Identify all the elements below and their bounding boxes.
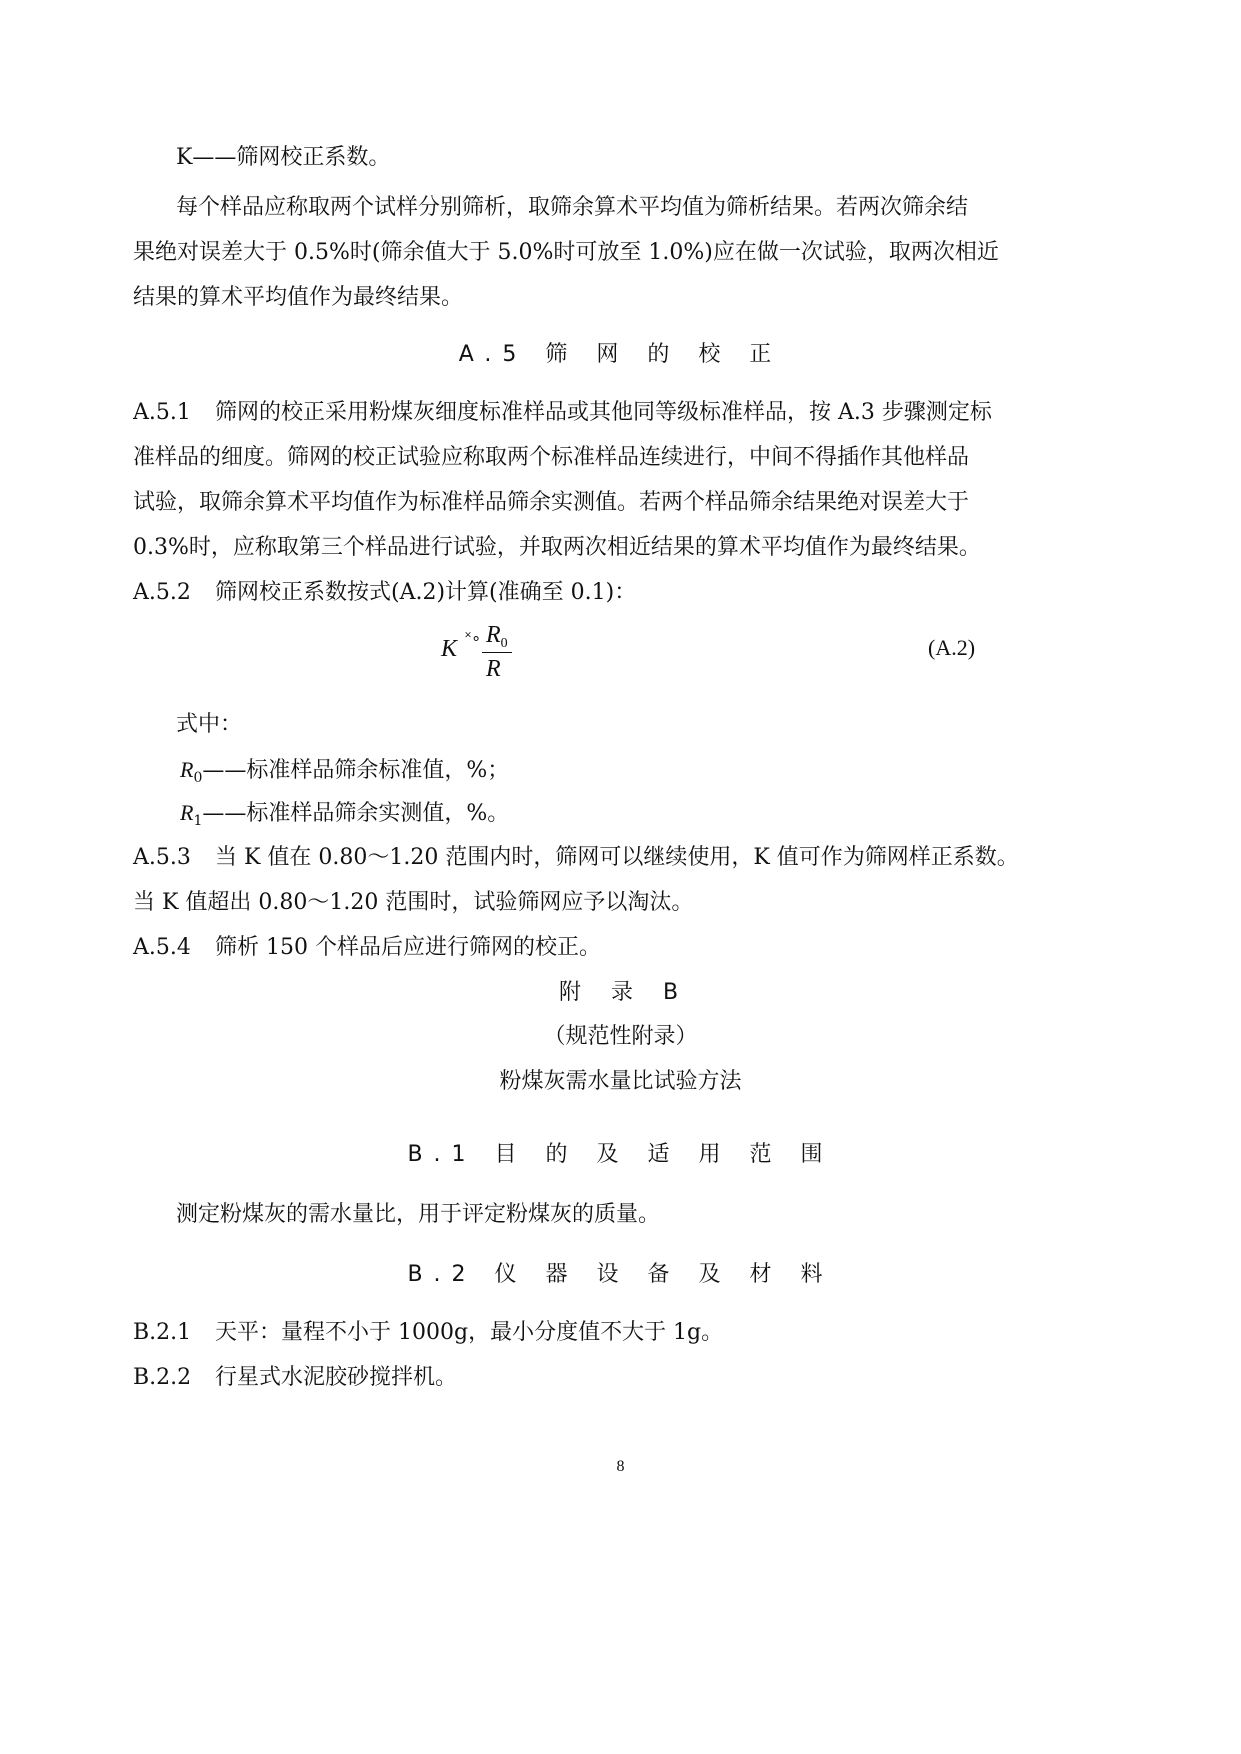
- clause-text: 筛网校正系数按式(A.2)计算(准确至 0.1)：: [215, 580, 637, 605]
- formula-operator: ˟∘: [465, 630, 482, 647]
- clause-number: B.2.2: [133, 1365, 192, 1390]
- paragraph-line: 果绝对误差大于 0.5%时(筛余值大于 5.0%时可放至 1.0%)应在做一次试验，取两次相近: [133, 240, 999, 265]
- fraction-bar: [482, 652, 512, 653]
- clause-text: 筛析 150 个样品后应进行筛网的校正。: [215, 935, 601, 960]
- clause-a52: [133, 578, 636, 608]
- variable-r1: $R_1——$标准样品筛余实测值，%。: [180, 800, 510, 829]
- clause-b22: [133, 1363, 457, 1393]
- paragraph-line: 当 K 值超出 0.80～1.20 范围时，试验筛网应予以淘汰。: [133, 890, 694, 915]
- section-heading-b1: B.1 目 的 及 适 用 范 围: [407, 1142, 834, 1167]
- paragraph-line: 0.3%时，应称取第三个样品进行试验，并取两次相近结果的算术平均值作为最终结果。: [133, 535, 981, 560]
- clause-number: A.5.3: [133, 845, 191, 870]
- formula-denominator: R: [486, 656, 501, 682]
- appendix-name: 粉煤灰需水量比试验方法: [499, 1069, 742, 1094]
- variable-r0: $R_0——$标准样品筛余标准值，%；: [180, 757, 510, 786]
- clause-number: A.5.1: [133, 400, 191, 425]
- clause-b21: [133, 1318, 723, 1348]
- clause-a53: [133, 843, 1019, 873]
- clause-a51: [133, 398, 992, 428]
- section-heading-b2: B.2 仪 器 设 备 及 材 料: [407, 1262, 834, 1287]
- equation-number: (A.2): [928, 635, 976, 660]
- where-label: 式中：: [176, 712, 243, 737]
- paragraph-line: 测定粉煤灰的需水量比，用于评定粉煤灰的质量。: [176, 1202, 661, 1227]
- appendix-title: 附 录 B: [558, 980, 683, 1005]
- clause-text: 行星式水泥胶砂搅拌机。: [215, 1365, 458, 1390]
- paragraph-line: 准样品的细度。筛网的校正试验应称取两个标准样品连续进行，中间不得插作其他样品: [133, 445, 970, 470]
- clause-text: 天平：量程不小于 1000g，最小分度值不大于 1g。: [215, 1320, 724, 1345]
- appendix-type: （规范性附录）: [543, 1024, 698, 1049]
- paragraph-line: 试验，取筛余算术平均值作为标准样品筛余实测值。若两个样品筛余结果绝对误差大于: [133, 490, 970, 515]
- paragraph-line: 每个样品应称取两个试样分别筛析，取筛余算术平均值为筛析结果。若两次筛余结: [176, 195, 969, 220]
- clause-number: A.5.2: [133, 580, 191, 605]
- clause-number: A.5.4: [133, 935, 191, 960]
- clause-text: 筛网的校正采用粉煤灰细度标准样品或其他同等级标准样品，按 A.3 步骤测定标: [215, 400, 992, 425]
- formula-k: K: [441, 636, 458, 662]
- page-number: 8: [616, 1458, 625, 1475]
- k-definition: K——筛网校正系数。: [176, 145, 391, 170]
- clause-text: 当 K 值在 0.80～1.20 范围内时，筛网可以继续使用，K 值可作为筛网样正系数。: [215, 845, 1019, 870]
- clause-number: B.2.1: [133, 1320, 192, 1345]
- paragraph-line: 结果的算术平均值作为最终结果。: [133, 285, 464, 310]
- section-heading-a5: A.5 筛 网 的 校 正: [458, 342, 783, 367]
- clause-a54: [133, 933, 601, 963]
- formula-numerator: $R_0$: [486, 622, 508, 651]
